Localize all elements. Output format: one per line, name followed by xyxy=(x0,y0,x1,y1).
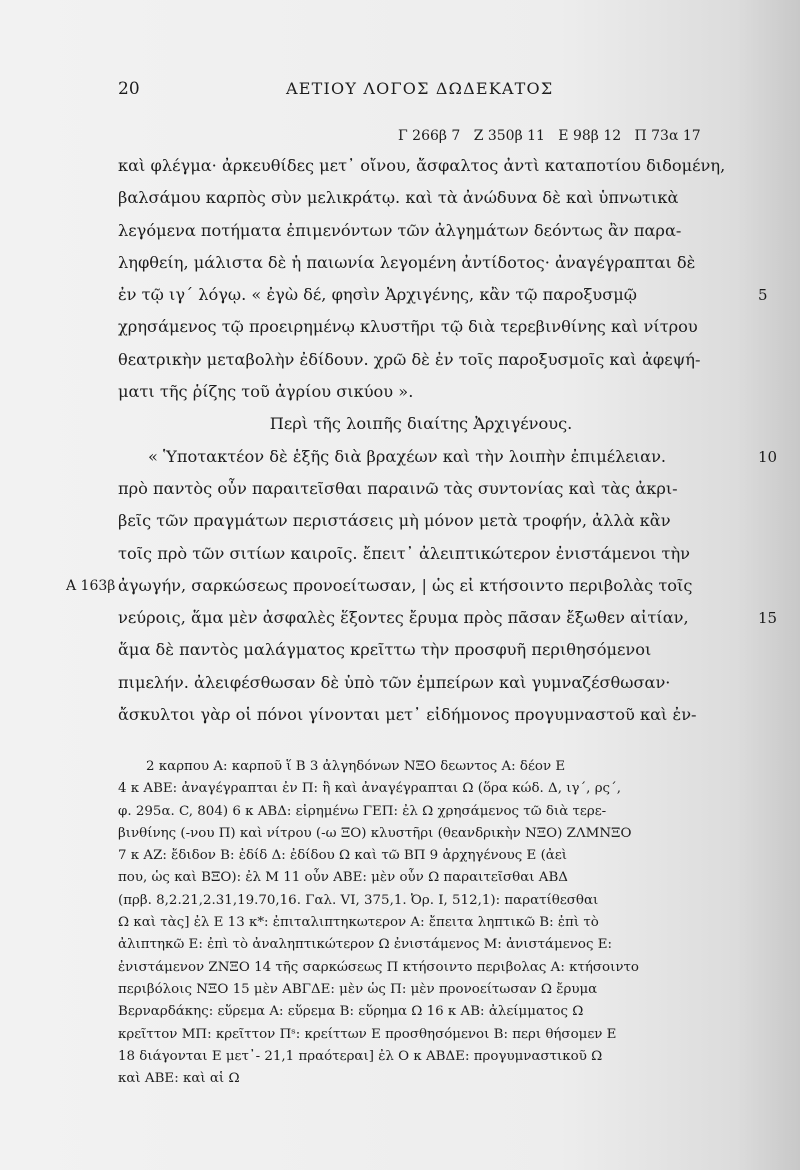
text-line: ἅμα δὲ παντὸς μαλάγματος κρεῖττω τὴν προσφυῆ περιθησόμενοι xyxy=(118,640,652,660)
apparatus-line: Βερναρδάκης: εὕρεμα Α: εὕρεμα Β: εὕρημα Ω 16 κ ΑΒ: ἀλείμματος Ω xyxy=(118,1004,584,1020)
manuscript-sigla-line: Γ 266β 7 Ζ 350β 11 Ε 98β 12 Π 73α 17 xyxy=(398,128,701,144)
apparatus-line: 7 κ ΑΖ: ἔδιδον Β: ἐδίδ Δ: ἐδίδου Ω καὶ τῶ ΒΠ 9 ἀρχηγένους Ε (ἀεὶ xyxy=(118,848,568,864)
page-number: 20 xyxy=(118,79,140,99)
apparatus-line: περιβόλοις ΝΞΟ 15 μὲν ΑΒΓΔΕ: μὲν ὡς Π: μὲν προνοείτωσαν Ω ἔρυμα xyxy=(118,981,598,997)
main-text xyxy=(66,150,778,731)
text-line: θεατρικὴν μεταβολὴν ἐδίδουν. χρῶ δὲ ἐν τοῖς παροξυσμοῖς καὶ ἀφεψή- xyxy=(118,349,701,369)
text-line: πρὸ παντὸς οὖν παραιτεῖσθαι παραινῶ τὰς συντονίας καὶ τὰς ἀκρι- xyxy=(118,478,678,498)
text-line: βαλσάμου καρπὸς σὺν μελικράτῳ. καὶ τὰ ἀνώδυνα δὲ καὶ ὑπνωτικὰ xyxy=(118,188,679,208)
apparatus-line: ἀλιπτηκῶ Ε: ἐπὶ τὸ ἀναληπτικώτερον Ω ἐνιστάμενος Μ: ἀνιστάμενος Ε: xyxy=(118,937,612,953)
text-line-15 xyxy=(118,602,778,634)
apparatus-line: φ. 295α. C, 804) 6 κ ΑΒΔ: εἰρημένω ΓΕΠ: ἐλ Ω χρησάμενος τῶ διὰ τερε- xyxy=(118,803,607,819)
running-title: ΑΕΤΙΟΥ ΛΟΓΟΣ ΔΩΔΕΚΑΤΟΣ xyxy=(286,79,554,98)
line-number-15: 15 xyxy=(758,609,778,628)
text-line-content: « Ὑποτακτέον δὲ ἑξῆς διὰ βραχέων καὶ τὴν λοιπὴν ἐπιμέλειαν. xyxy=(148,446,667,466)
apparatus-line: 4 κ ΑΒΕ: ἀναγέγραπται ἐν Π: ἣ καὶ ἀναγέγραπται Ω (ὅρα κώδ. Δ, ιγ´, ρς´, xyxy=(118,781,622,797)
text-line: ἄσκυλτοι γὰρ οἱ πόνοι γίνονται μετ᾽ εἰδήμονος προγυμναστοῦ καὶ ἐν- xyxy=(118,705,697,725)
apparatus-line: καὶ ΑΒΕ: καὶ αἱ Ω xyxy=(118,1071,240,1087)
text-line-content: νεύροις, ἅμα μὲν ἀσφαλὲς ἕξοντες ἔρυμα πρὸς πᾶσαν ἔξωθεν αἰτίαν, xyxy=(118,608,689,628)
apparatus-line: Ω καὶ τὰς] ἐλ Ε 13 κ*: ἐπιταλιπτηκωτερον Α: ἔπειτα ληπτικῶ Β: ἐπὶ τὸ xyxy=(118,915,599,931)
section-heading: Περὶ τῆς λοιπῆς διαίτης Ἀρχιγένους. xyxy=(269,414,573,434)
text-line-5 xyxy=(118,279,768,311)
apparatus-line: 2 καρπου Α: καρποῦ ἵ Β 3 ἀλγηδόνων ΝΞΟ δεωντος Α: δέον Ε xyxy=(146,759,566,774)
text-line-content: ἐν τῷ ιγ´ λόγῳ. « ἐγὼ δέ, φησὶν Ἀρχιγένης, κἂν τῷ παροξυσμῷ xyxy=(118,285,638,305)
text-line: ματι τῆς ῥίζης τοῦ ἀγρίου σικύου ». xyxy=(118,382,414,402)
text-line-content: ἀγωγήν, σαρκώσεως προνοείτωσαν, | ὡς εἰ κτήσοιντο περιβολὰς τοῖς xyxy=(118,575,693,595)
text-line-10 xyxy=(118,441,778,473)
text-line: βεῖς τῶν πραγμάτων περιστάσεις μὴ μόνον μετὰ τροφήν, ἀλλὰ κἂν xyxy=(118,511,671,531)
line-number-10: 10 xyxy=(758,447,778,466)
apparatus-line: κρεῖττον ΜΠ: κρεῖττον Πˢ: κρείττων Ε προσθησόμενοι Β: περι θήσομεν Ε xyxy=(118,1026,617,1042)
apparatus-line: 18 διάγονται Ε μετ᾽- 21,1 πραότεραι] ἐλ Ο κ ΑΒΔΕ: προγυμναστικοῦ Ω xyxy=(118,1048,603,1064)
apparatus-line: που, ὡς καὶ ΒΞΟ): ἐλ Μ 11 οὖν ΑΒΕ: μὲν οὖν Ω παραιτεῖσθαι ΑΒΔ xyxy=(118,870,568,886)
margin-manuscript-ref: Α 163β xyxy=(66,577,116,594)
text-line: πιμελήν. ἀλειφέσθωσαν δὲ ὑπὸ τῶν ἐμπείρων καὶ γυμναζέσθωσαν· xyxy=(118,672,671,692)
critical-apparatus xyxy=(118,756,768,1090)
text-line-with-margin-note xyxy=(66,570,764,602)
apparatus-line: (πρβ. 8,2.21,2.31,19.70,16. Γαλ. VI, 375,1. Ὀρ. I, 512,1): παρατίθεσθαι xyxy=(118,892,599,908)
text-line: καὶ φλέγμα· ἀρκευθίδες μετ᾽ οἴνου, ἄσφαλτος ἀντὶ καταποτίου διδομένη, xyxy=(118,156,726,175)
text-line: χρησάμενος τῷ προειρημένῳ κλυστῆρι τῷ διὰ τερεβινθίνης καὶ νίτρου xyxy=(118,317,698,337)
text-line: λεγόμενα ποτήματα ἐπιμενόντων τῶν ἀλγημάτων δεόντως ἂν παρα- xyxy=(118,220,682,240)
text-line: ληφθείη, μάλιστα δὲ ἡ παιωνία λεγομένη ἀντίδοτος· ἀναγέγραπται δὲ xyxy=(118,252,696,272)
line-number-5: 5 xyxy=(758,286,768,305)
text-line: τοῖς πρὸ τῶν σιτίων καιροῖς. ἔπειτ᾽ ἀλειπτικώτερον ἐνιστάμενοι τὴν xyxy=(118,543,691,563)
apparatus-line: ἐνιστάμενον ΖΝΞΟ 14 τῆς σαρκώσεως Π κτήσοιντο περιβολας Α: κτήσοιντο xyxy=(118,959,639,975)
apparatus-line: βινθίνης (-νου Π) καὶ νίτρου (-ω ΞΟ) κλυστῆρι (θεανδρικὴν ΝΞΟ) ΖΛΜΝΞΟ xyxy=(118,825,632,841)
